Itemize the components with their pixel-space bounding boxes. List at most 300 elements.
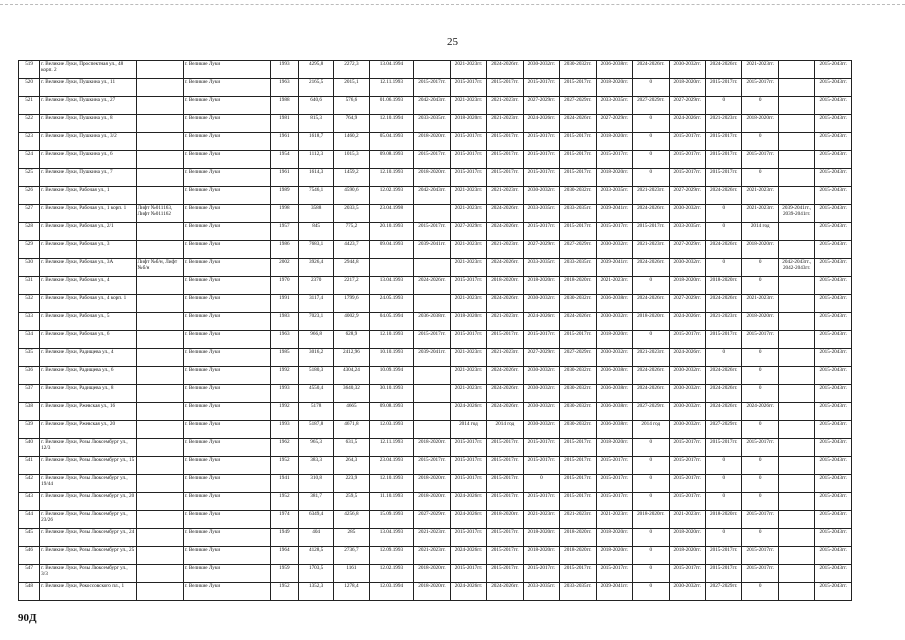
table-row — [19, 529, 852, 547]
cell-p6: 2018-2020гг. — [596, 169, 632, 187]
cell-area2: 1161 — [334, 565, 369, 583]
cell-p9: 0 — [706, 493, 742, 511]
cell-p3: 2015-2017гг. — [487, 493, 523, 511]
cell-area1: 2370 — [298, 277, 333, 295]
cell-lift: Лифт №011163, Лифт №011162 — [136, 205, 183, 223]
cell-lift — [136, 79, 183, 97]
cell-p10: 0 — [742, 385, 778, 403]
cell-p3: 2014 год — [487, 421, 523, 439]
cell-p12: 2015-2043гг. — [815, 295, 852, 313]
cell-area2: 223,9 — [334, 475, 369, 493]
cell-area2: 264,3 — [334, 457, 369, 475]
cell-lift: Лифт №б/н, Лифт №б/н — [136, 259, 183, 277]
cell-area2: 4423,7 — [334, 241, 369, 259]
cell-p4: 2030-2032гг. — [523, 385, 559, 403]
cell-p2: 2015-2017гг. — [450, 151, 486, 169]
cell-p8: 2021-2023гг. — [669, 511, 705, 529]
cell-p2: 2015-2017гг. — [450, 475, 486, 493]
cell-date: 30.10.1993 — [369, 385, 414, 403]
cell-no: 519 — [19, 61, 40, 79]
cell-year: 1961 — [270, 169, 298, 187]
page-number: 25 — [447, 36, 458, 48]
cell-p6: 2018-2020гг. — [596, 529, 632, 547]
cell-p4: 2033-2035гг. — [523, 259, 559, 277]
cell-p6: 2030-2032гг. — [596, 349, 632, 367]
cell-p12: 2015-2043гг. — [815, 421, 852, 439]
cell-year: 1985 — [270, 349, 298, 367]
cell-p8: 2024-2026гг. — [669, 115, 705, 133]
cell-p7: 0 — [633, 457, 669, 475]
cell-p1: 2039-2041гг. — [414, 349, 450, 367]
cell-p8: 2027-2029гг. — [669, 97, 705, 115]
cell-area1: 1352,3 — [298, 583, 333, 601]
cell-p11 — [778, 79, 814, 97]
cell-city: г. Великие Луки — [183, 493, 270, 511]
cell-year: 1962 — [270, 439, 298, 457]
cell-p8: 2015-2017гг. — [669, 169, 705, 187]
cell-date: 12.09.1993 — [369, 547, 414, 565]
cell-address: г. Великие Луки, Розы Люксембург ул., 15 — [40, 457, 136, 475]
cell-p8: 2030-2032гг. — [669, 205, 705, 223]
table-row — [19, 295, 852, 313]
cell-p9: 2015-2017гг. — [706, 151, 742, 169]
cell-p6: 2018-2020гг. — [596, 439, 632, 457]
cell-p11 — [778, 421, 814, 439]
cell-no: 541 — [19, 457, 40, 475]
cell-p2: 2018-2020гг. — [450, 313, 486, 331]
cell-area1: 3588 — [298, 205, 333, 223]
cell-lift — [136, 349, 183, 367]
cell-city: г. Великие Луки — [183, 187, 270, 205]
cell-year: 1964 — [270, 547, 298, 565]
cell-p12: 2015-2043гг. — [815, 187, 852, 205]
cell-date: 12.10.1993 — [369, 331, 414, 349]
cell-address: г. Великие Луки, Розы Люксембург ул., 24 — [40, 529, 136, 547]
cell-p1: 2027-2029гг. — [414, 511, 450, 529]
cell-area2: 1460,2 — [334, 133, 369, 151]
cell-date: 10.10.1993 — [369, 349, 414, 367]
cell-date: 12.03.1993 — [369, 421, 414, 439]
cell-p4: 2015-2017гг. — [523, 331, 559, 349]
cell-area1: 1618,7 — [298, 133, 333, 151]
cell-p1: 2018-2020гг. — [414, 583, 450, 601]
table-row — [19, 475, 852, 493]
cell-address: г. Великие Луки, Пушкина ул., 6 — [40, 151, 136, 169]
cell-p11 — [778, 547, 814, 565]
table-row — [19, 583, 852, 601]
cell-area2: 628,9 — [334, 331, 369, 349]
cell-p6: 2036-2038гг. — [596, 385, 632, 403]
table-row — [19, 565, 852, 583]
cell-year: 1952 — [270, 583, 298, 601]
cell-p5: 2027-2029гг. — [560, 349, 596, 367]
cell-address: г. Великие Луки, Рабочая ул., 1 корп. 1 — [40, 205, 136, 223]
cell-p2: 2024-2026гг. — [450, 547, 486, 565]
cell-p2: 2024-2026гг. — [450, 583, 486, 601]
cell-no: 544 — [19, 511, 40, 529]
cell-p6: 2036-2038гг. — [596, 367, 632, 385]
table-row — [19, 205, 852, 223]
cell-no: 525 — [19, 169, 40, 187]
schedule-table — [18, 60, 852, 601]
cell-p4: 2030-2032гг. — [523, 403, 559, 421]
cell-p1: 2042-2043гг. — [414, 187, 450, 205]
cell-p6: 2018-2020гг. — [596, 79, 632, 97]
cell-p3: 2024-2026гг. — [487, 583, 523, 601]
cell-area2: 4304,24 — [334, 367, 369, 385]
cell-address: г. Великие Луки, Рабочая ул., 2/1 — [40, 223, 136, 241]
cell-address: г. Великие Луки, Розы Люксембург ул., 19/44 — [40, 475, 136, 493]
cell-p8: 2015-2017гг. — [669, 457, 705, 475]
cell-p4: 2027-2029гг. — [523, 241, 559, 259]
cell-p5: 2015-2017гг. — [560, 331, 596, 349]
cell-p4: 2018-2020гг. — [523, 529, 559, 547]
cell-p1: 2015-2017гг. — [414, 223, 450, 241]
table-row — [19, 187, 852, 205]
cell-p7: 0 — [633, 133, 669, 151]
cell-p7: 0 — [633, 79, 669, 97]
cell-area2: 4002,9 — [334, 313, 369, 331]
cell-lift — [136, 439, 183, 457]
cell-p3: 2024-2026гг. — [487, 385, 523, 403]
cell-p2: 2021-2023гг. — [450, 259, 486, 277]
cell-p8: 2018-2020гг. — [669, 277, 705, 295]
cell-p11 — [778, 295, 814, 313]
cell-p2: 2021-2023гг. — [450, 61, 486, 79]
cell-p8: 2015-2017гг. — [669, 475, 705, 493]
cell-p4: 2018-2020гг. — [523, 547, 559, 565]
cell-p2: 2015-2017гг. — [450, 565, 486, 583]
cell-no: 533 — [19, 313, 40, 331]
cell-p9: 2027-2029гг. — [706, 421, 742, 439]
cell-p1 — [414, 259, 450, 277]
cell-area1: 966,8 — [298, 331, 333, 349]
cell-p5: 2018-2020гг. — [560, 547, 596, 565]
cell-area1: 3117,4 — [298, 295, 333, 313]
cell-p5: 2015-2017гг. — [560, 133, 596, 151]
cell-address: г. Великие Луки, Розы Люксембург ул., 23/26 — [40, 511, 136, 529]
cell-p11: 2042-2043гг., 2042-2043гг. — [778, 259, 814, 277]
cell-date: 13.04.1994 — [369, 61, 414, 79]
cell-area1: 5180,3 — [298, 367, 333, 385]
cell-year: 1963 — [270, 331, 298, 349]
cell-p7: 2024-2026гг. — [633, 259, 669, 277]
cell-lift — [136, 241, 183, 259]
cell-p4: 2015-2017гг. — [523, 493, 559, 511]
cell-p3: 2015-2017гг. — [487, 133, 523, 151]
cell-p8: 2027-2029гг. — [669, 187, 705, 205]
cell-year: 1986 — [270, 241, 298, 259]
cell-p7: 2027-2029гг. — [633, 403, 669, 421]
cell-no: 523 — [19, 133, 40, 151]
cell-no: 536 — [19, 367, 40, 385]
cell-p10: 0 — [742, 367, 778, 385]
cell-area2: 1015,3 — [334, 151, 369, 169]
cell-p12: 2015-2043гг. — [815, 313, 852, 331]
cell-area1: 383,3 — [298, 457, 333, 475]
cell-p9: 2015-2017гг. — [706, 547, 742, 565]
cell-p5: 2027-2029гг. — [560, 241, 596, 259]
cell-year: 1961 — [270, 133, 298, 151]
cell-area1: 4550,4 — [298, 385, 333, 403]
table-row — [19, 403, 852, 421]
cell-p10: 0 — [742, 475, 778, 493]
cell-p10: 0 — [742, 259, 778, 277]
cell-lift — [136, 421, 183, 439]
cell-city: г. Великие Луки — [183, 349, 270, 367]
cell-year: 1989 — [270, 187, 298, 205]
table-row — [19, 493, 852, 511]
cell-p6: 2039-2041гг. — [596, 583, 632, 601]
cell-lift — [136, 403, 183, 421]
cell-lift — [136, 385, 183, 403]
cell-p11 — [778, 133, 814, 151]
cell-date: 09.04.1993 — [369, 241, 414, 259]
cell-lift — [136, 61, 183, 79]
cell-p10: 0 — [742, 169, 778, 187]
cell-address: г. Великие Луки, Пушкина ул., 8 — [40, 115, 136, 133]
cell-p6: 2018-2020гг. — [596, 331, 632, 349]
cell-no: 545 — [19, 529, 40, 547]
cell-p10: 0 — [742, 583, 778, 601]
cell-p11 — [778, 475, 814, 493]
cell-p3: 2024-2026гг. — [487, 295, 523, 313]
cell-p11 — [778, 349, 814, 367]
cell-lift — [136, 223, 183, 241]
cell-city: г. Великие Луки — [183, 223, 270, 241]
cell-p5: 2024-2026гг. — [560, 313, 596, 331]
cell-city: г. Великие Луки — [183, 79, 270, 97]
cell-p2: 2021-2023гг. — [450, 187, 486, 205]
cell-p1: 2015-2017гг. — [414, 79, 450, 97]
cell-p7: 2024-2026гг. — [633, 367, 669, 385]
cell-p8: 2015-2017гг. — [669, 439, 705, 457]
cell-p12: 2015-2043гг. — [815, 151, 852, 169]
cell-city: г. Великие Луки — [183, 367, 270, 385]
table-row — [19, 349, 852, 367]
cell-no: 529 — [19, 241, 40, 259]
cell-no: 531 — [19, 277, 40, 295]
cell-lift — [136, 169, 183, 187]
cell-p2: 2021-2023гг. — [450, 385, 486, 403]
cell-p11 — [778, 457, 814, 475]
cell-date: 12.03.1994 — [369, 583, 414, 601]
cell-p3: 2015-2017гг. — [487, 151, 523, 169]
cell-p10: 2018-2020гг. — [742, 115, 778, 133]
table-row — [19, 169, 852, 187]
cell-lift — [136, 115, 183, 133]
cell-p4: 2030-2032гг. — [523, 367, 559, 385]
cell-p11 — [778, 331, 814, 349]
cell-p4: 0 — [523, 475, 559, 493]
cell-p1: 2018-2020гг. — [414, 169, 450, 187]
cell-p1: 2015-2017гг. — [414, 331, 450, 349]
cell-p3: 2021-2023гг. — [487, 97, 523, 115]
cell-p1: 2018-2020гг. — [414, 565, 450, 583]
cell-p12: 2015-2043гг. — [815, 133, 852, 151]
cell-p6: 2036-2038гг. — [596, 403, 632, 421]
cell-address: г. Великие Луки, Розы Люксембург ул., 3/3 — [40, 565, 136, 583]
cell-p9: 2024-2026гг. — [706, 61, 742, 79]
cell-p3: 2021-2023гг. — [487, 187, 523, 205]
cell-address: г. Великие Луки, Пушкина ул., 11 — [40, 79, 136, 97]
cell-p7: 2024-2026гг. — [633, 295, 669, 313]
cell-p1: 2018-2020гг. — [414, 475, 450, 493]
cell-city: г. Великие Луки — [183, 205, 270, 223]
cell-p1: 2018-2020гг. — [414, 439, 450, 457]
cell-p9: 2024-2026гг. — [706, 295, 742, 313]
cell-year: 1963 — [270, 79, 298, 97]
cell-area2: 4671,8 — [334, 421, 369, 439]
cell-area2: 1799,6 — [334, 295, 369, 313]
cell-p7: 0 — [633, 115, 669, 133]
cell-p3: 2015-2017гг. — [487, 439, 523, 457]
cell-p11 — [778, 223, 814, 241]
cell-p4: 2033-2035гг. — [523, 583, 559, 601]
cell-p3: 2015-2017гг. — [487, 475, 523, 493]
cell-p4: 2021-2023гг. — [523, 511, 559, 529]
cell-lift — [136, 511, 183, 529]
cell-year: 1941 — [270, 475, 298, 493]
cell-p12: 2015-2043гг. — [815, 223, 852, 241]
cell-p10: 0 — [742, 133, 778, 151]
cell-p2: 2015-2017гг. — [450, 331, 486, 349]
cell-p4: 2015-2017гг. — [523, 151, 559, 169]
cell-p9: 0 — [706, 205, 742, 223]
cell-year: 1970 — [270, 277, 298, 295]
cell-p6: 2033-2035гг. — [596, 187, 632, 205]
cell-p10: 0 — [742, 97, 778, 115]
cell-p5: 2030-2032гг. — [560, 187, 596, 205]
cell-p5: 2030-2032гг. — [560, 385, 596, 403]
cell-p1 — [414, 403, 450, 421]
cell-p11 — [778, 151, 814, 169]
cell-p5: 2015-2017гг. — [560, 439, 596, 457]
cell-date: 05.04.1993 — [369, 133, 414, 151]
cell-p12: 2015-2043гг. — [815, 493, 852, 511]
cell-year: 1993 — [270, 421, 298, 439]
cell-p10: 2021-2023гг. — [742, 187, 778, 205]
cell-p12: 2015-2043гг. — [815, 277, 852, 295]
cell-p6: 2015-2017гг. — [596, 565, 632, 583]
cell-no: 543 — [19, 493, 40, 511]
cell-no: 538 — [19, 403, 40, 421]
cell-p6: 2021-2023гг. — [596, 277, 632, 295]
cell-area1: 2165,5 — [298, 79, 333, 97]
cell-area1: 1703,5 — [298, 565, 333, 583]
cell-area2: 2412,96 — [334, 349, 369, 367]
cell-no: 548 — [19, 583, 40, 601]
cell-p7: 0 — [633, 151, 669, 169]
cell-city: г. Великие Луки — [183, 61, 270, 79]
cell-p7: 0 — [633, 439, 669, 457]
cell-date: 12.02.1993 — [369, 187, 414, 205]
cell-p7: 2024-2026гг. — [633, 61, 669, 79]
cell-p9: 0 — [706, 97, 742, 115]
cell-area2: 2944,8 — [334, 259, 369, 277]
cell-p4: 2024-2026гг. — [523, 115, 559, 133]
cell-p7: 0 — [633, 331, 669, 349]
cell-no: 528 — [19, 223, 40, 241]
cell-address: г. Великие Луки, Рабочая ул., 4 — [40, 277, 136, 295]
cell-p8: 2030-2032гг. — [669, 421, 705, 439]
cell-city: г. Великие Луки — [183, 439, 270, 457]
table-row — [19, 421, 852, 439]
cell-year: 1993 — [270, 385, 298, 403]
cell-p8: 2015-2017гг. — [669, 133, 705, 151]
table-row — [19, 511, 852, 529]
cell-address: г. Великие Луки, Рабочая ул., 3А — [40, 259, 136, 277]
cell-p6: 2036-2038гг. — [596, 295, 632, 313]
cell-lift — [136, 295, 183, 313]
cell-p9: 0 — [706, 457, 742, 475]
cell-city: г. Великие Луки — [183, 457, 270, 475]
cell-no: 520 — [19, 79, 40, 97]
cell-p5: 2030-2032гг. — [560, 61, 596, 79]
cell-city: г. Великие Луки — [183, 115, 270, 133]
cell-city: г. Великие Луки — [183, 475, 270, 493]
cell-address: г. Великие Луки, Рокоссовского пл., 1 — [40, 583, 136, 601]
cell-p9: 2024-2026гг. — [706, 367, 742, 385]
cell-p5: 2015-2017гг. — [560, 565, 596, 583]
cell-area1: 404 — [298, 529, 333, 547]
table-row — [19, 313, 852, 331]
cell-p7: 2024-2026гг. — [633, 205, 669, 223]
cell-p12: 2015-2043гг. — [815, 475, 852, 493]
table-row — [19, 385, 852, 403]
cell-p4: 2030-2032гг. — [523, 61, 559, 79]
cell-p11 — [778, 241, 814, 259]
cell-p10: 0 — [742, 493, 778, 511]
cell-p11 — [778, 403, 814, 421]
cell-date: 04.05.1994 — [369, 313, 414, 331]
cell-year: 1983 — [270, 313, 298, 331]
cell-p10: 2015-2017гг. — [742, 79, 778, 97]
cell-p11 — [778, 385, 814, 403]
cell-p2: 2021-2023гг. — [450, 205, 486, 223]
cell-date: 23.04.1993 — [369, 457, 414, 475]
cell-area2: 4256,8 — [334, 511, 369, 529]
cell-p3: 2015-2017гг. — [487, 331, 523, 349]
cell-p9: 2024-2026гг. — [706, 241, 742, 259]
cell-p1: 2018-2020гг. — [414, 493, 450, 511]
cell-p4: 2015-2017гг. — [523, 79, 559, 97]
cell-p3: 2015-2017гг. — [487, 565, 523, 583]
cell-p1 — [414, 295, 450, 313]
cell-p2: 2015-2017гг. — [450, 133, 486, 151]
cell-lift — [136, 97, 183, 115]
cell-year: 1998 — [270, 205, 298, 223]
cell-p8: 2015-2017гг. — [669, 565, 705, 583]
cell-p7: 2015-2017гг. — [633, 223, 669, 241]
cell-p6: 2015-2017гг. — [596, 493, 632, 511]
cell-area1: 845 — [298, 223, 333, 241]
cell-p11 — [778, 583, 814, 601]
cell-area2: 4665 — [334, 403, 369, 421]
cell-p6: 2021-2023гг. — [596, 511, 632, 529]
cell-lift — [136, 493, 183, 511]
cell-p5: 2015-2017гг. — [560, 475, 596, 493]
cell-date: 12.11.1993 — [369, 439, 414, 457]
cell-p10: 2018-2020гг. — [742, 313, 778, 331]
cell-address: г. Великие Луки, Розы Люксембург ул., 12/3 — [40, 439, 136, 457]
cell-p11 — [778, 493, 814, 511]
cell-date: 12.02.1993 — [369, 565, 414, 583]
cell-p11 — [778, 565, 814, 583]
table-row — [19, 439, 852, 457]
cell-date: 10.09.1994 — [369, 367, 414, 385]
cell-p3: 2015-2017гг. — [487, 457, 523, 475]
